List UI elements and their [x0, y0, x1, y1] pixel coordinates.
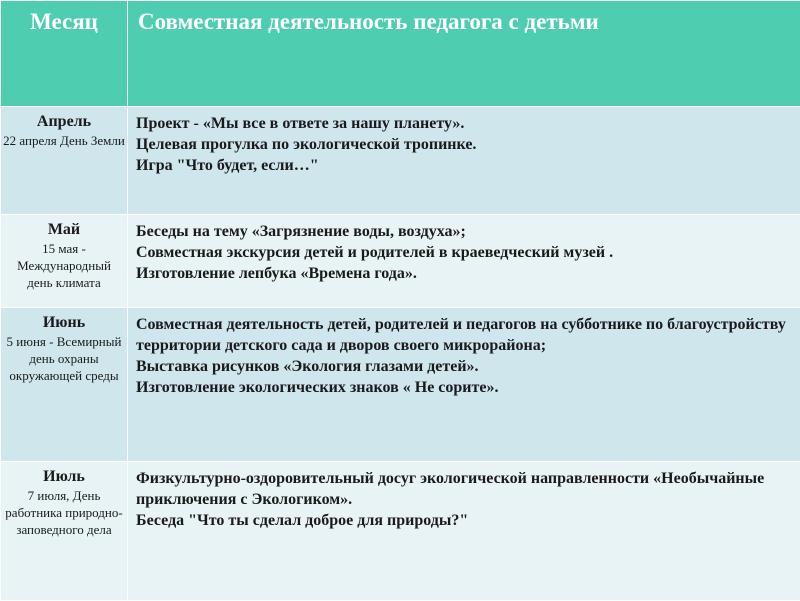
- table-header-row: [1, 1, 800, 107]
- activity-line: Игра "Что будет, если…": [136, 155, 792, 176]
- month-name: Май: [3, 221, 125, 239]
- month-name: Апрель: [3, 113, 125, 131]
- month-name: Июнь: [3, 314, 125, 332]
- month-name: Июль: [3, 468, 125, 486]
- table-row: [1, 462, 800, 601]
- activity-line: Выставка рисунков «Экология глазами детей».: [136, 356, 792, 377]
- activity-line: Изготовление лепбука «Времена года».: [136, 263, 792, 284]
- month-note: 5 июня - Всемирный день охраны окружающей среды: [3, 333, 125, 384]
- activity-line: Совместная экскурсия детей и родителей в краеведческий музей .: [136, 242, 792, 263]
- activity-line: Совместная деятельность детей, родителей и педагогов на субботнике по благоустройству территории детского сада и дворов своего микрорайона;: [136, 314, 792, 356]
- month-cell: [1, 308, 128, 462]
- header-activity: Совместная деятельность педагога с детьми: [128, 1, 800, 107]
- table-row: [1, 308, 800, 462]
- table-row: [1, 107, 800, 215]
- activity-line: Целевая прогулка по экологической тропинке.: [136, 134, 792, 155]
- header-month: Месяц: [1, 1, 128, 107]
- table-row: [1, 215, 800, 308]
- activity-line: Проект - «Мы все в ответе за нашу планету».: [136, 113, 792, 134]
- activity-line: Изготовление экологических знаков « Не сорите».: [136, 377, 792, 398]
- activity-cell: [128, 462, 800, 601]
- activity-line: Физкультурно-оздоровительный досуг экологической направленности «Необычайные приключения с Экологиком».: [136, 468, 792, 510]
- activity-cell: [128, 107, 800, 215]
- activity-line: Беседы на тему «Загрязнение воды, воздуха»;: [136, 221, 792, 242]
- month-note: 15 мая - Международный день климата: [3, 240, 125, 291]
- activity-cell: [128, 308, 800, 462]
- activity-line: Беседа "Что ты сделал доброе для природы?": [136, 510, 792, 531]
- month-note: 22 апреля День Земли: [3, 132, 125, 149]
- month-cell: [1, 462, 128, 601]
- month-cell: [1, 107, 128, 215]
- activity-cell: [128, 215, 800, 308]
- month-note: 7 июля, День работника природно-заповедного дела: [3, 487, 125, 538]
- month-cell: [1, 215, 128, 308]
